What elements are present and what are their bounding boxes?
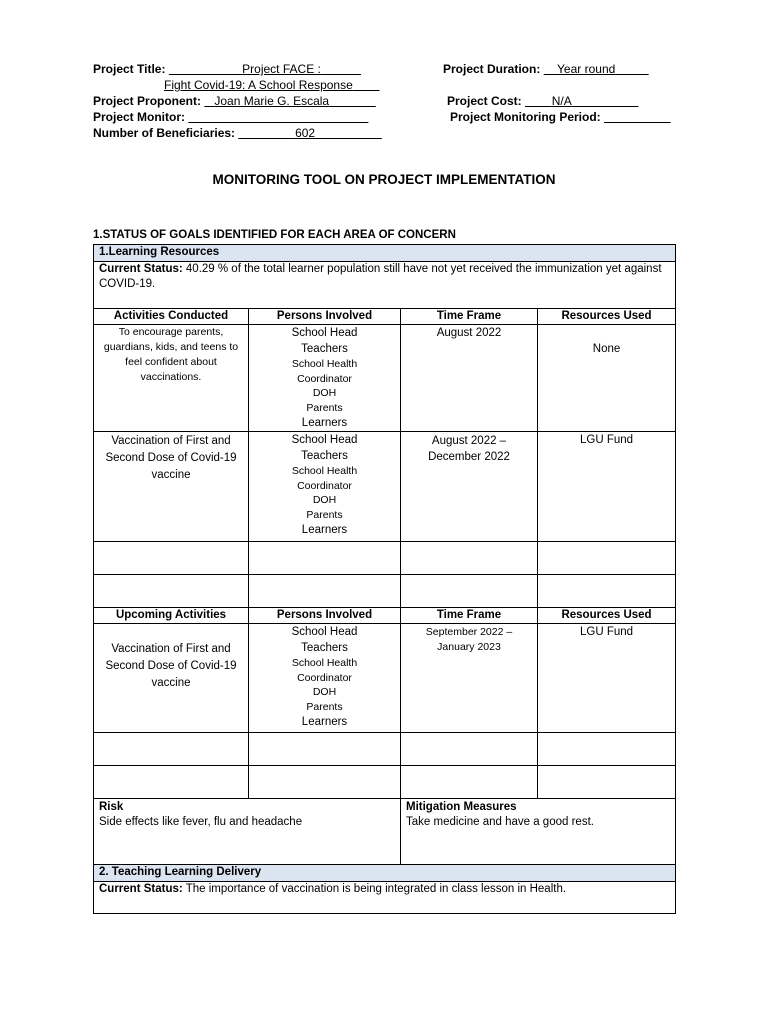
project-title-label: Project Title:	[93, 62, 166, 76]
section-title: 1.STATUS OF GOALS IDENTIFIED FOR EACH AREA OF CONCERN	[93, 229, 456, 241]
project-proponent-line	[93, 93, 376, 109]
current-status-text: The importance of vaccination is being integrated in class lesson in Health.	[182, 883, 567, 895]
persons-cell: School Head Teachers School Health Coordinator DOH Parents Learners	[249, 325, 401, 432]
current-status-label: Current Status:	[99, 263, 183, 275]
col-header-time-frame: Time Frame	[401, 309, 538, 325]
area-heading-learning-resources: 1.Learning Resources	[94, 245, 676, 262]
mitigation-cell	[401, 799, 676, 865]
resources-cell: None	[538, 325, 676, 432]
col-header-time-frame: Time Frame	[401, 608, 538, 624]
risk-label: Risk	[99, 801, 124, 813]
activity-cell: Vaccination of First and Second Dose of Covid-19 vaccine	[94, 432, 249, 542]
activity-cell: To encourage parents, guardians, kids, and teens to feel confident about vaccinations.	[94, 325, 249, 432]
risk-cell	[94, 799, 401, 865]
empty-row	[94, 766, 676, 799]
col-header-resources-used: Resources Used	[538, 309, 676, 325]
col-header-resources-used: Resources Used	[538, 608, 676, 624]
activity-cell: Vaccination of First and Second Dose of Covid-19 vaccine	[94, 624, 249, 733]
resources-cell: LGU Fund	[538, 624, 676, 733]
project-cost-line	[447, 93, 638, 109]
col-header-activities-conducted: Activities Conducted	[94, 309, 249, 325]
mitigation-label: Mitigation Measures	[406, 801, 517, 813]
project-monitor-line	[93, 109, 368, 125]
project-duration-value: Year round	[557, 62, 616, 76]
project-proponent-value: Joan Marie G. Escala	[214, 94, 330, 108]
current-status-label: Current Status:	[99, 883, 183, 895]
current-status-learning-resources	[94, 262, 676, 309]
mitigation-text: Take medicine and have a good rest.	[406, 816, 594, 828]
empty-row	[94, 575, 676, 608]
beneficiaries-value: 602	[295, 126, 316, 140]
beneficiaries-line	[93, 125, 382, 141]
project-proponent-label: Project Proponent:	[93, 94, 202, 108]
project-cost-value: N/A	[551, 94, 572, 108]
project-title-line-2	[164, 77, 379, 93]
project-monitor-label: Project Monitor:	[93, 110, 185, 124]
current-status-text: 40.29 % of the total learner population still have not yet received the immunization yet against COVID-19.	[99, 263, 662, 290]
area-heading-teaching-learning-delivery: 2. Teaching Learning Delivery	[94, 865, 676, 882]
table-row	[94, 325, 676, 432]
monitoring-period-line	[450, 109, 671, 125]
monitoring-period-label: Project Monitoring Period:	[450, 110, 601, 124]
project-title-value-1: Project FACE :	[242, 62, 321, 76]
time-frame-cell: September 2022 – January 2023	[401, 624, 538, 733]
empty-row	[94, 542, 676, 575]
monitoring-table	[93, 244, 676, 914]
persons-cell: School Head Teachers School Health Coordinator DOH Parents Learners	[249, 432, 401, 542]
col-header-persons-involved: Persons Involved	[249, 309, 401, 325]
project-title-line	[93, 61, 361, 77]
col-header-persons-involved: Persons Involved	[249, 608, 401, 624]
project-duration-label: Project Duration:	[443, 62, 541, 76]
table-row	[94, 624, 676, 733]
persons-cell: School Head Teachers School Health Coordinator DOH Parents Learners	[249, 624, 401, 733]
document-title: MONITORING TOOL ON PROJECT IMPLEMENTATION	[212, 172, 556, 187]
empty-row	[94, 733, 676, 766]
resources-cell: LGU Fund	[538, 432, 676, 542]
current-status-teaching-learning-delivery	[94, 882, 676, 914]
project-cost-label: Project Cost:	[447, 94, 522, 108]
time-frame-cell: August 2022	[401, 325, 538, 432]
time-frame-cell: August 2022 – December 2022	[401, 432, 538, 542]
beneficiaries-label: Number of Beneficiaries:	[93, 126, 236, 140]
table-row	[94, 432, 676, 542]
project-duration-line	[443, 61, 649, 77]
col-header-upcoming-activities: Upcoming Activities	[94, 608, 249, 624]
project-title-value-2: Fight Covid-19: A School Response	[164, 78, 353, 92]
risk-text: Side effects like fever, flu and headache	[99, 816, 303, 828]
